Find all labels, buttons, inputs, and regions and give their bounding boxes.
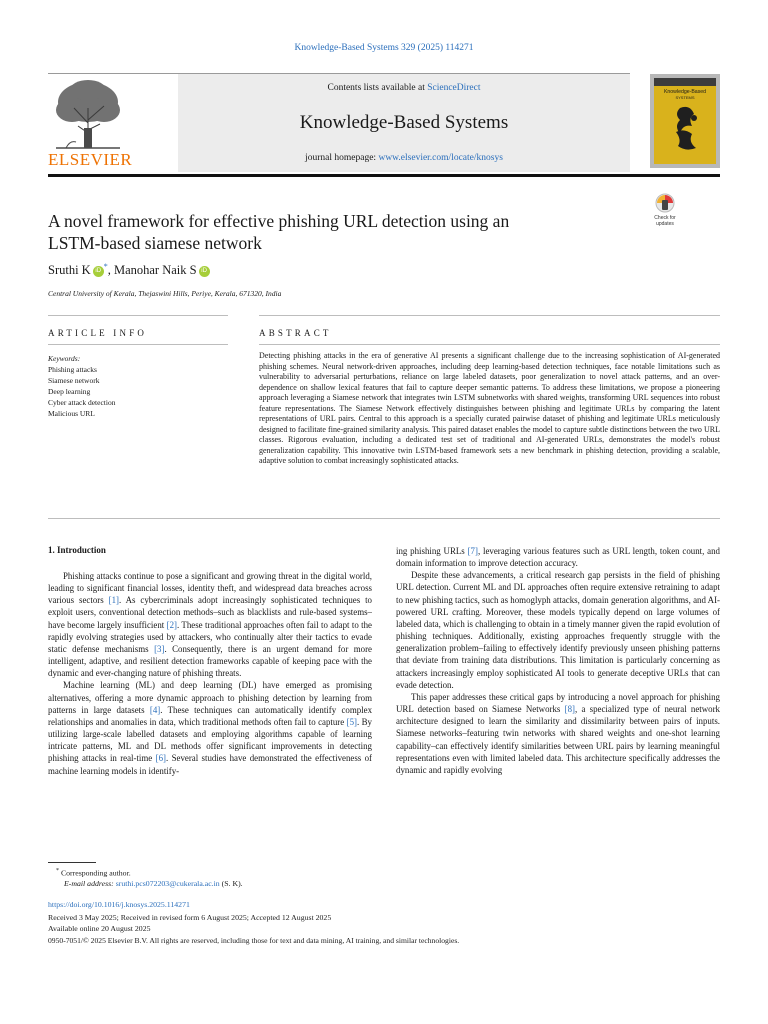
- cover-title-line1: Knowledge-Based: [663, 89, 707, 95]
- crossmark-label-line1: Check for: [654, 215, 676, 221]
- abstract-text: Detecting phishing attacks in the era of generative AI presents a significant challenge due to the increasing sophistication of AI-generated phishing schemes. Neural network-driven approaches, including deep learning-based detection techniques, face notable limitations such as vulnerability to adversarial perturbations, reliance on large labeled datasets, poor generalization to novel attack patterns, and an over-dependence on shallow lexical features that fail to capture deeper semantic patterns. To address these limitations, we propose a pioneering approach leveraging a Siamese network that integrates twin LSTM subnetworks with shared weights, transforming URL sequences into robust feature representations. The Siamese Network effectively distinguishes between phishing and legitimate URLs by comparing the latent representations of URL pairs. Central to this approach is a specially curated pairwise dataset of phishing and legitimate URLs meticulously designed to facilitate fine-grained similarity analysis. This paired dataset enables the model to capture subtle distinctions between the two URL classes. Rigorous evaluation, including a dedicated test set of traditional and AI-generated URLs, demonstrates the model's robust generalization capability. This innovative twin LSTM-based framework sets a new benchmark in phishing detection, providing a scalable, adaptive solution to combat increasingly sophisticated attacks.: [259, 351, 720, 466]
- keyword: Siamese network: [48, 376, 100, 385]
- body-paragraph: ing phishing URLs [7], leveraging various features such as URL length, token count, and domain information to improve detection accuracy.: [396, 546, 720, 569]
- author-email-link[interactable]: sruthi.pcs072203@cukerala.ac.in: [115, 879, 220, 888]
- author-separator: ,: [107, 263, 111, 278]
- article-info-heading: ARTICLE INFO: [48, 328, 148, 338]
- citation-link[interactable]: [6]: [155, 753, 166, 764]
- keyword: Deep learning: [48, 387, 91, 396]
- copyright-line: 0950-7051/© 2025 Elsevier B.V. All rights are reserved, including those for text and data mining, AI training, and similar technologies.: [48, 936, 460, 945]
- cover-art: [650, 74, 720, 168]
- homepage-prefix: journal homepage:: [305, 153, 379, 163]
- citation-link[interactable]: [4]: [149, 704, 161, 715]
- doi-link[interactable]: https://doi.org/10.1016/j.knosys.2025.114271: [48, 900, 190, 909]
- body-paragraph: Machine learning (ML) and deep learning (DL) have emerged as promising alternatives, offering a more dynamic approach to phishing detection by learning from patterns in large datasets [4]. These techniques can automatically identify complex relationships and anomalies in data, which traditional methods often fail to capture [5]. By utilizing large-scale labelled datasets and employing algorithms capable of learning intricate patterns, ML and DL methods offer significant improvements in detecting phishing attacks in real-time [6]. Several studies have demonstrated the effectiveness of machine learning models in identify-: [48, 680, 373, 776]
- citation-link[interactable]: [8]: [564, 704, 575, 715]
- body-paragraph: Despite these advancements, a critical research gap persists in the field of phishing URL detection. Current ML and DL approaches often require extensive retraining to adapt to new phishing tactics, such as homoglyph attacks, domain generation algorithms, and AI-powered URL crafting. Moreover, these models typically depend on large volumes of labeled data, which is challenging to obtain in a timely manner given the rapid evolution of phishing techniques. Additionally, existing approaches frequently struggle with the generalization problem–failing to effectively identify previously unseen phishing patterns that deviate from training data distributions. This limitation is particularly concerning as attackers increasingly employ sophisticated AI tools to generate deceptive URLs that can evade detection.: [396, 570, 720, 690]
- check-for-updates-icon[interactable]: [648, 192, 682, 228]
- abstract-heading: ABSTRACT: [259, 328, 332, 338]
- contents-line: [178, 83, 630, 93]
- footnote-rule: [48, 862, 96, 863]
- body-column-left: [48, 570, 372, 777]
- orcid-icon[interactable]: iD: [93, 266, 104, 277]
- article-title-line1: A novel framework for effective phishing URL detection using an: [48, 211, 510, 231]
- corresponding-author-mark[interactable]: *: [103, 262, 108, 271]
- email-footnote: [64, 878, 243, 890]
- homepage-line: [178, 153, 630, 163]
- doi-line[interactable]: [48, 899, 190, 911]
- citation-link[interactable]: [1]: [108, 595, 119, 606]
- article-title-line2: LSTM-based siamese network: [48, 233, 262, 253]
- received-dates: Received 3 May 2025; Received in revised form 6 August 2025; Accepted 12 August 2025: [48, 913, 332, 922]
- keyword: Cyber attack detection: [48, 398, 116, 407]
- body-paragraph: Phishing attacks continue to pose a significant and growing threat in the digital world, leading to significant financial losses, identity theft, and widespread data breaches across various sectors [1]. As cybercriminals adopt increasingly sophisticated techniques to exploit users, conventional detection methods–such as blacklists and rule-based systems–have become largely insufficient [2]. These traditional approaches often fail to adapt to the rapidly evolving strategies used by attackers, who continually alter their tactics to evade static defense mechanisms [3]. Consequently, there is an urgent demand for more intelligent, adaptive, and resilient detection frameworks capable of keeping pace with the dynamic and ever-changing nature of phishing threats.: [48, 571, 372, 679]
- article-info-rule: [48, 344, 228, 345]
- abstract-rule: [259, 344, 720, 345]
- keyword: Malicious URL: [48, 409, 95, 418]
- keywords-block: [48, 353, 228, 419]
- corresponding-author-text: Corresponding author.: [60, 868, 131, 878]
- abstract-top-rule: [259, 315, 720, 316]
- section-heading-introduction: 1. Introduction: [48, 545, 106, 555]
- citation-link[interactable]: [3]: [154, 643, 165, 654]
- journal-citation-link[interactable]: Knowledge-Based Systems 329 (2025) 114271: [294, 43, 474, 53]
- author-name[interactable]: Manohar Naik S: [113, 263, 197, 278]
- header-thick-rule: [48, 174, 720, 177]
- orcid-icon[interactable]: iD: [199, 266, 210, 277]
- email-suffix: (S. K).: [221, 879, 243, 888]
- journal-homepage-link[interactable]: www.elsevier.com/locate/knosys: [378, 153, 503, 163]
- journal-title: Knowledge-Based Systems: [299, 112, 509, 133]
- available-online-date: Available online 20 August 2025: [48, 924, 151, 933]
- article-title: [48, 210, 608, 254]
- citation-link[interactable]: [7]: [467, 546, 478, 556]
- keywords-heading: Keywords:: [48, 354, 81, 363]
- author-list: [48, 262, 210, 278]
- journal-cover-image: [650, 74, 720, 168]
- crossmark-label-line2: updates: [656, 221, 674, 227]
- citation-link[interactable]: [2]: [166, 619, 177, 630]
- citation-link[interactable]: [5]: [346, 716, 357, 727]
- abstract-bottom-rule: [48, 518, 720, 519]
- keyword: Phishing attacks: [48, 365, 97, 374]
- cover-title-line2: SYSTEMS: [675, 95, 695, 100]
- body-paragraph: This paper addresses these critical gaps by introducing a novel approach for phishing URL detection based on Siamese Networks [8], a specialized type of neural network architecture designed to learn the similarity and dissimilarity between pairs of inputs. Siamese networks–featuring twin networks with shared weights and one-shot learning capability–can effectively identify similarities between URL pairs by learning meaningful representations even with limited labeled data. This architecture specifically addresses the dynamic and rapidly evolving: [396, 691, 720, 775]
- contents-prefix: Contents lists available at: [327, 83, 428, 93]
- email-label: E-mail address:: [64, 879, 114, 888]
- elsevier-wordmark: ELSEVIER: [48, 150, 133, 169]
- author-name[interactable]: Sruthi K: [48, 263, 91, 278]
- sciencedirect-link[interactable]: ScienceDirect: [427, 83, 481, 93]
- running-head[interactable]: [0, 43, 768, 53]
- footnote-mark: *: [56, 868, 59, 874]
- body-column-right: [396, 545, 720, 776]
- author-affiliation: Central University of Kerala, Thejaswini Hills, Periye, Kerala, 671320, India: [48, 289, 282, 298]
- article-info-top-rule: [48, 315, 228, 316]
